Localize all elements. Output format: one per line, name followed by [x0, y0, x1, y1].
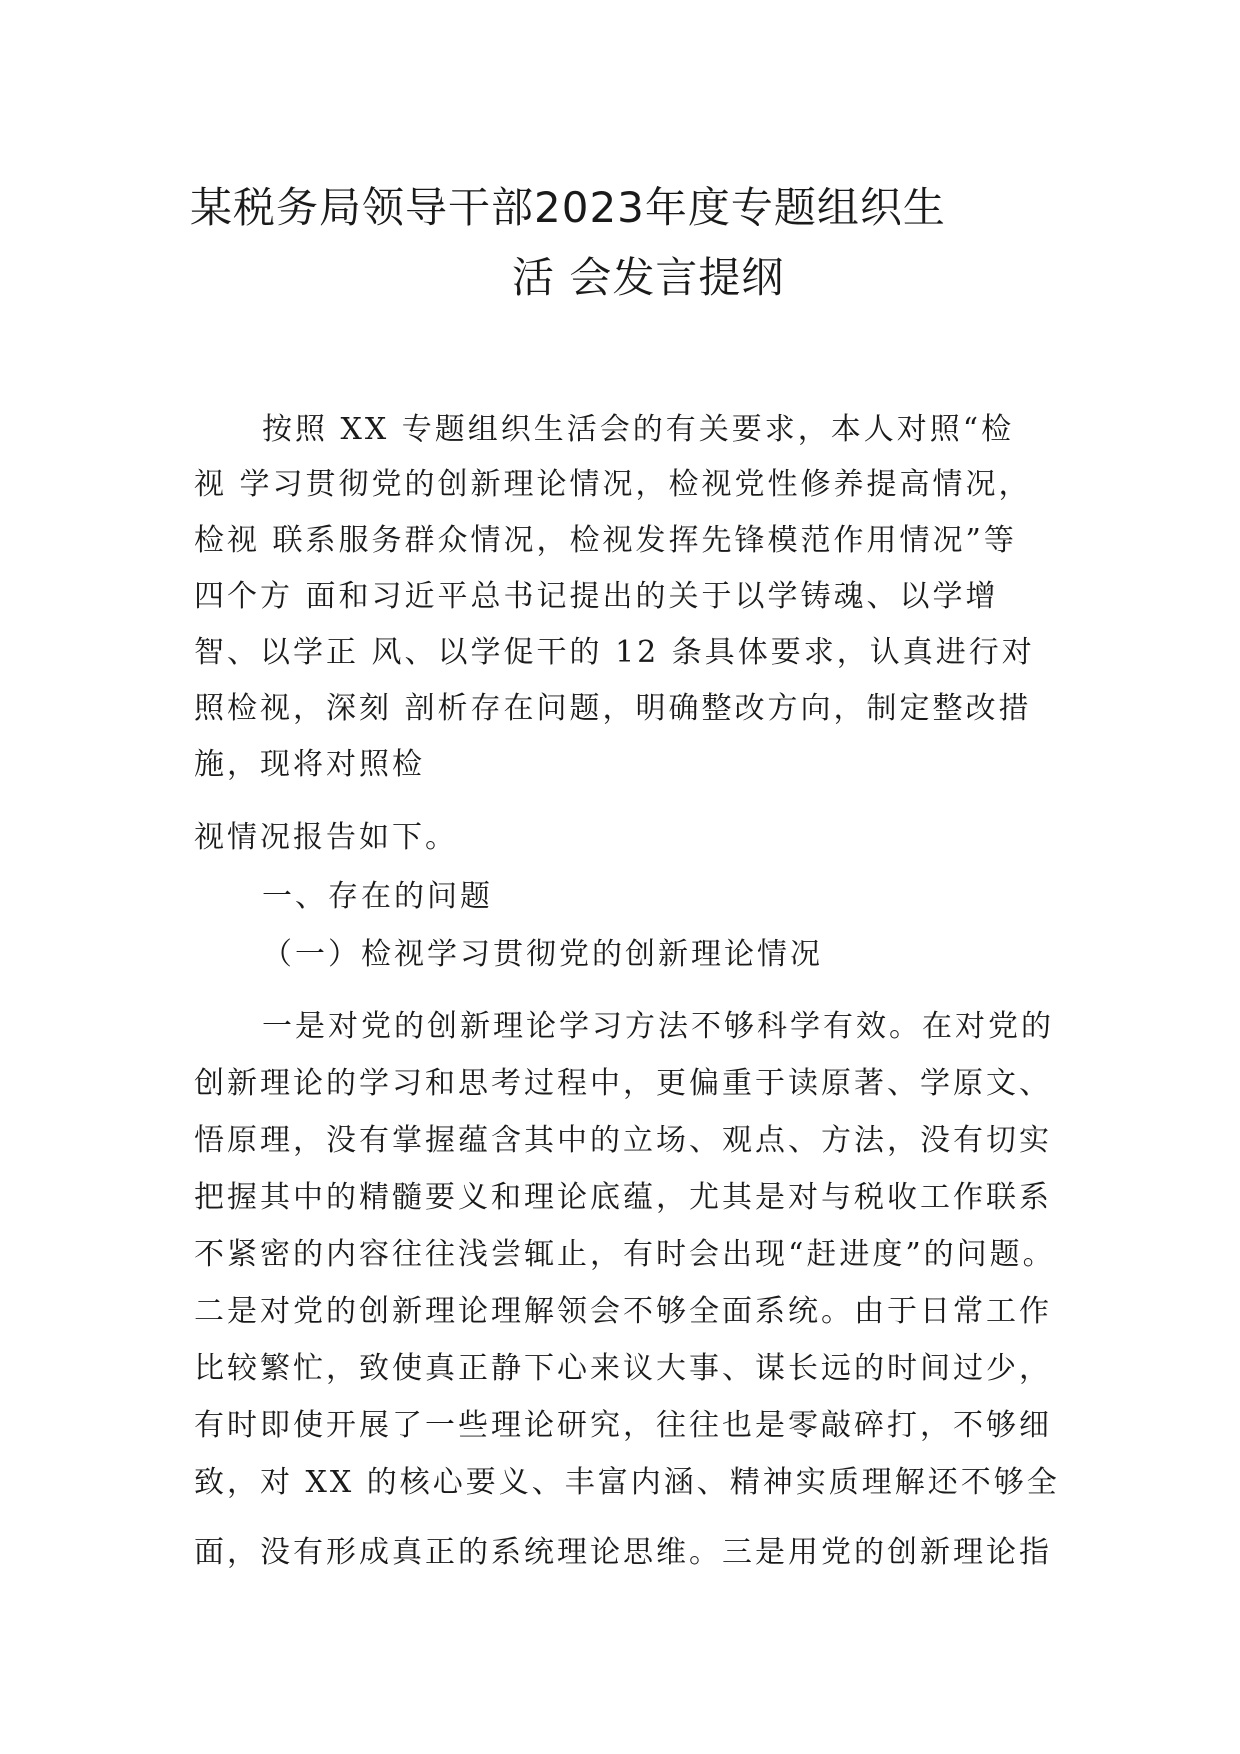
- section-heading: 一、存在的问题: [262, 879, 493, 914]
- intro-line-1: 按照 XX 专题组织生活会的有关要求，本人对照“检: [262, 412, 1015, 447]
- intro-line-8: 视情况报告如下。: [194, 820, 458, 855]
- body-line-9: 致，对 XX 的核心要义、丰富内涵、精神实质理解还不够全: [194, 1465, 1060, 1500]
- body-line-8: 有时即使开展了一些理论研究，往往也是零敲碎打，不够细: [194, 1408, 1052, 1443]
- intro-line-6: 照检视，深刻 剖析存在问题，明确整改方向，制定整改措: [194, 691, 1032, 726]
- body-line-5: 不紧密的内容往往浅尝辄止，有时会出现“赶进度”的问题。: [194, 1237, 1056, 1272]
- document-title-line-2: 活 会发言提纲: [512, 253, 785, 302]
- document-title-line-1: 某税务局领导干部2023年度专题组织生: [190, 183, 946, 232]
- intro-line-5: 智、以学正 风、以学促干的 12 条具体要求，认真进行对: [194, 635, 1035, 670]
- subsection-heading: （一）检视学习贯彻党的创新理论情况: [262, 937, 823, 972]
- body-line-3: 悟原理，没有掌握蕴含其中的立场、观点、方法，没有切实: [194, 1123, 1052, 1158]
- body-line-7: 比较繁忙，致使真正静下心来议大事、谋长远的时间过少，: [194, 1351, 1052, 1386]
- body-line-10: 面，没有形成真正的系统理论思维。三是用党的创新理论指: [194, 1535, 1052, 1570]
- body-line-4: 把握其中的精髓要义和理论底蕴，尤其是对与税收工作联系: [194, 1180, 1052, 1215]
- body-line-2: 创新理论的学习和思考过程中，更偏重于读原著、学原文、: [194, 1066, 1052, 1101]
- body-line-1: 一是对党的创新理论学习方法不够科学有效。在对党的: [262, 1009, 1054, 1044]
- body-line-6: 二是对党的创新理论理解领会不够全面系统。由于日常工作: [194, 1294, 1052, 1329]
- intro-line-2: 视 学习贯彻党的创新理论情况，检视党性修养提高情况，: [194, 467, 1032, 502]
- intro-line-7: 施，现将对照检: [194, 747, 425, 782]
- intro-line-3: 检视 联系服务群众情况，检视发挥先锋模范作用情况”等: [194, 523, 1017, 558]
- intro-line-4: 四个方 面和习近平总书记提出的关于以学铸魂、以学增: [194, 579, 999, 614]
